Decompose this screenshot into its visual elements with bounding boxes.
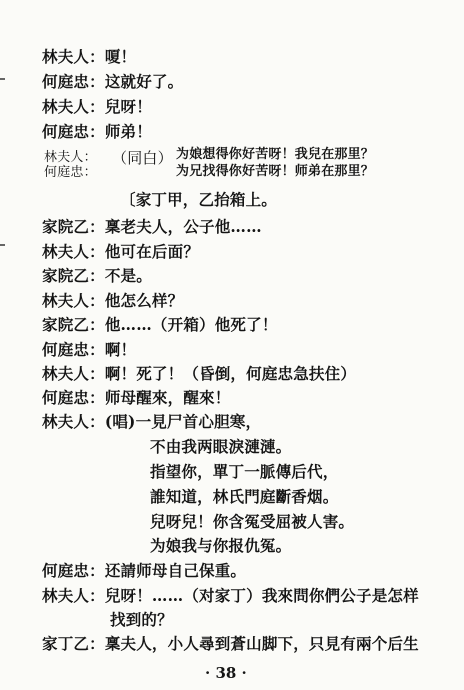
speech: 这就好了。 xyxy=(104,72,184,91)
speaker: 何庭忠： xyxy=(42,122,105,141)
duet-speaker-2: 何庭忠： xyxy=(44,165,97,180)
speaker: 林夫人： xyxy=(42,586,105,605)
dialogue-line xyxy=(42,72,183,92)
speaker: 何庭忠： xyxy=(42,72,105,91)
verse-line: 兒呀兒！你含冤受屈被人害。 xyxy=(150,512,355,531)
dialogue-line xyxy=(42,291,183,311)
speaker: 林夫人： xyxy=(42,97,105,116)
speech: 啊！ xyxy=(104,340,137,359)
dialogue-line xyxy=(42,97,152,117)
binding-mark xyxy=(0,244,5,246)
dialogue-line xyxy=(42,364,356,384)
dialogue-line xyxy=(42,340,136,360)
dialogue-line xyxy=(42,122,152,142)
dialogue-line xyxy=(42,561,246,581)
duet-line-1: 为娘想得你好苦呀！我兒在那里？ xyxy=(176,147,375,162)
speaker: 林夫人： xyxy=(42,47,105,66)
speech: 兒呀！ xyxy=(104,97,152,116)
speaker: 家院乙： xyxy=(42,266,105,285)
speaker: 林夫人： xyxy=(42,364,105,383)
speaker: 何庭忠： xyxy=(42,388,105,407)
binding-mark xyxy=(0,78,5,80)
dialogue-line xyxy=(42,412,261,432)
speech: 还請师母自己保重。 xyxy=(104,561,247,580)
speech: 稟老夫人，公子他…… xyxy=(104,217,262,236)
speaker: 何庭忠： xyxy=(42,340,105,359)
verse-line: 为娘我与你报仇冤。 xyxy=(150,536,292,555)
speech: 师弟！ xyxy=(104,122,152,141)
dialogue-line xyxy=(42,634,419,654)
verse-line: 不由我两眼淚漣漣。 xyxy=(150,437,292,456)
speech: 不是。 xyxy=(104,266,152,285)
speech: 他……（开箱）他死了！ xyxy=(104,315,278,334)
dialogue-line xyxy=(42,217,262,237)
duet-line-2: 为兄找得你好苦呀！师弟在那里？ xyxy=(176,164,375,179)
verse-line: 指望你，單丁一脈傳后代， xyxy=(150,462,339,481)
dialogue-line xyxy=(42,586,419,606)
speaker: 家丁乙： xyxy=(42,634,105,653)
dialogue-line xyxy=(42,242,199,262)
duet-speaker-1: 林夫人： xyxy=(44,150,97,165)
speaker: 林夫人： xyxy=(42,291,105,310)
speech: 嗄！ xyxy=(104,47,137,66)
continuation-line: 找到的？ xyxy=(110,610,173,629)
dialogue-line xyxy=(42,388,230,408)
speaker: 林夫人： xyxy=(42,242,105,261)
dialogue-line xyxy=(42,47,136,67)
stage-direction: 〔家丁甲，乙抬箱上。 xyxy=(120,190,278,209)
page-number: · 38 · xyxy=(205,664,247,682)
speech: 他怎么样？ xyxy=(104,291,184,310)
duet-stage-note: （同白） xyxy=(112,149,173,167)
speech: 兒呀！……（对家丁）我來問你們公子是怎样 xyxy=(104,586,419,605)
dialogue-line xyxy=(42,315,278,335)
speech: 他可在后面？ xyxy=(104,242,200,261)
dialogue-line xyxy=(42,266,152,286)
speaker: 林夫人： xyxy=(42,412,105,431)
speaker: 家院乙： xyxy=(42,217,105,236)
speech: 稟夫人，小人尋到蒼山脚下，只見有兩个后生 xyxy=(104,634,419,653)
speech: 师母醒來，醒來！ xyxy=(104,388,231,407)
verse-line: 誰知道，林氏門庭斷香烟。 xyxy=(150,487,339,506)
speaker: 何庭忠： xyxy=(42,561,105,580)
speech: (唱)一見尸首心胆寒， xyxy=(104,412,262,431)
speech: 啊！死了！（昏倒，何庭忠急扶住） xyxy=(104,364,357,383)
speaker: 家院乙： xyxy=(42,315,105,334)
